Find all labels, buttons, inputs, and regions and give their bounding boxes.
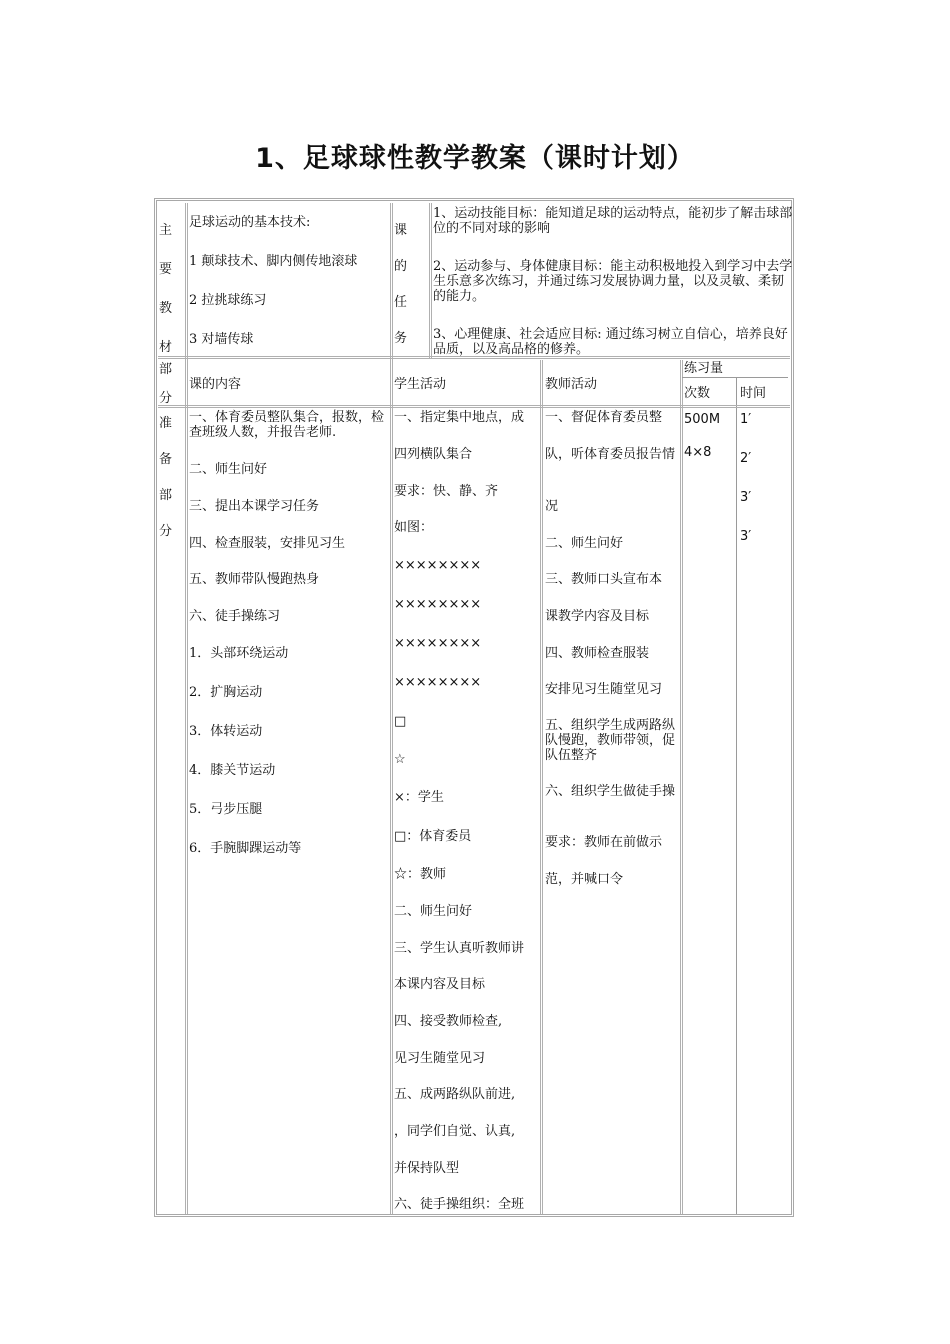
label-char: 准: [159, 416, 173, 431]
practice-time: 3′: [740, 490, 752, 505]
practice-time: 2′: [740, 451, 752, 466]
student-item: 四、接受教师检查,: [394, 1014, 503, 1029]
content-item: 6．手腕脚踝运动等: [189, 841, 302, 856]
header-teacher: 教师活动: [545, 377, 598, 392]
column-divider: [540, 360, 543, 1214]
label-char: 课: [394, 223, 408, 238]
teacher-item: 四、教师检查服装: [545, 646, 650, 661]
student-item: 见习生随堂见习: [394, 1051, 486, 1066]
header-part-char: 部: [159, 362, 173, 377]
content-item: 4．膝关节运动: [189, 763, 276, 778]
student-item: 六、徒手操组织：全班: [394, 1197, 525, 1212]
teacher-item: 况: [545, 499, 559, 514]
student-item: 五、成两路纵队前进,: [394, 1087, 516, 1102]
student-item: 本课内容及目标: [394, 977, 486, 992]
label-char: 要: [159, 262, 173, 277]
student-item: 一、指定集中地点，成: [394, 410, 525, 425]
goal-mental: 3、心理健康、社会适应目标: 通过练习树立自信心，培养良好品质，以及高品格的修养。: [433, 327, 788, 357]
student-item: ×：学生: [394, 790, 444, 805]
material-item: 1 颠球技术、脚内侧传地滚球: [189, 254, 358, 269]
material-item: 足球运动的基本技术:: [189, 215, 311, 230]
content-item: 2．扩胸运动: [189, 685, 263, 700]
content-item: 三、提出本课学习任务: [189, 499, 320, 514]
student-item: 要求：快、静、齐: [394, 484, 499, 499]
formation-row: ××××××××: [394, 636, 482, 651]
practice-count: 4×8: [684, 445, 712, 460]
student-item: 二、师生问好: [394, 904, 473, 919]
header-load: 练习量: [684, 361, 724, 376]
label-char: 的: [394, 259, 408, 274]
student-item: 并保持队型: [394, 1161, 460, 1176]
content-item: 二、师生问好: [189, 462, 268, 477]
teacher-item: 要求：教师在前做示: [545, 835, 663, 850]
row-divider: [158, 405, 790, 408]
column-divider: [680, 360, 683, 1214]
practice-count: 500M: [684, 412, 721, 427]
formation-row: ××××××××: [394, 558, 482, 573]
label-char: 教: [159, 301, 173, 316]
content-item: 3．体转运动: [189, 724, 263, 739]
lesson-task-label: [394, 219, 424, 349]
teacher-item: 课教学内容及目标: [545, 609, 650, 624]
teacher-symbol: ☆: [394, 752, 406, 767]
label-char: 务: [394, 331, 408, 346]
column-divider: [185, 203, 188, 1214]
student-item: 三、学生认真听教师讲: [394, 941, 525, 956]
content-item: 五、教师带队慢跑热身: [189, 572, 320, 587]
header-content: 课的内容: [189, 377, 242, 392]
formation-row: ××××××××: [394, 675, 482, 690]
column-divider: [390, 203, 393, 1214]
student-item: 四列横队集合: [394, 447, 473, 462]
page-title: 1、足球球性教学教案（课时计划）: [255, 143, 695, 174]
label-char: 备: [159, 452, 173, 467]
header-count: 次数: [684, 386, 711, 401]
goal-skill: 1、运动技能目标：能知道足球的运动特点，能初步了解击球部位的不同对球的影响: [433, 206, 793, 236]
column-divider: [736, 378, 737, 1214]
teacher-item: 五、组织学生成两路纵队慢跑，教师带领，促队伍整齐: [545, 718, 676, 763]
header-time: 时间: [740, 386, 767, 401]
teacher-item: 队，听体育委员报告情: [545, 447, 676, 462]
goal-participation: 2、运动参与、身体健康目标：能主动积极地投入到学习中去学生乐意多次练习，并通过练习发展协调力量，以及灵敏、柔韧的能力。: [433, 259, 793, 304]
content-item: 六、徒手操练习: [189, 609, 281, 624]
captain-symbol: □: [394, 714, 407, 729]
student-item: ，同学们自觉、认真,: [394, 1124, 516, 1139]
label-char: 主: [159, 223, 173, 238]
practice-time: 1′: [740, 412, 752, 427]
material-item: 2 拉挑球练习: [189, 293, 267, 308]
row-divider: [682, 377, 788, 378]
practice-time: 3′: [740, 529, 752, 544]
student-item: ☆：教师: [394, 867, 447, 882]
column-divider: [429, 203, 432, 358]
main-material-label: [159, 219, 183, 355]
label-char: 任: [394, 295, 408, 310]
formation-row: ××××××××: [394, 597, 482, 612]
prep-section-label: [159, 412, 183, 542]
teacher-item: 安排见习生随堂见习: [545, 682, 663, 697]
student-item: 如图：: [394, 520, 434, 535]
label-char: 材: [159, 340, 173, 355]
header-student: 学生活动: [394, 377, 447, 392]
content-item: 四、检查服装，安排见习生: [189, 536, 346, 551]
content-item: 5．弓步压腿: [189, 802, 263, 817]
header-part-char: 分: [159, 391, 173, 406]
teacher-item: 范，并喊口令: [545, 872, 624, 887]
label-char: 分: [159, 524, 173, 539]
teacher-item: 一、督促体育委员整: [545, 410, 663, 425]
content-item: 1．头部环绕运动: [189, 646, 289, 661]
material-item: 3 对墙传球: [189, 332, 254, 347]
content-item: 一、体育委员整队集合，报数，检查班级人数，并报告老师.: [189, 410, 385, 440]
student-item: □：体育委员: [394, 829, 472, 844]
teacher-item: 二、师生问好: [545, 536, 624, 551]
teacher-item: 三、教师口头宣布本: [545, 572, 663, 587]
label-char: 部: [159, 488, 173, 503]
teacher-item: 六、组织学生做徒手操: [545, 784, 676, 799]
